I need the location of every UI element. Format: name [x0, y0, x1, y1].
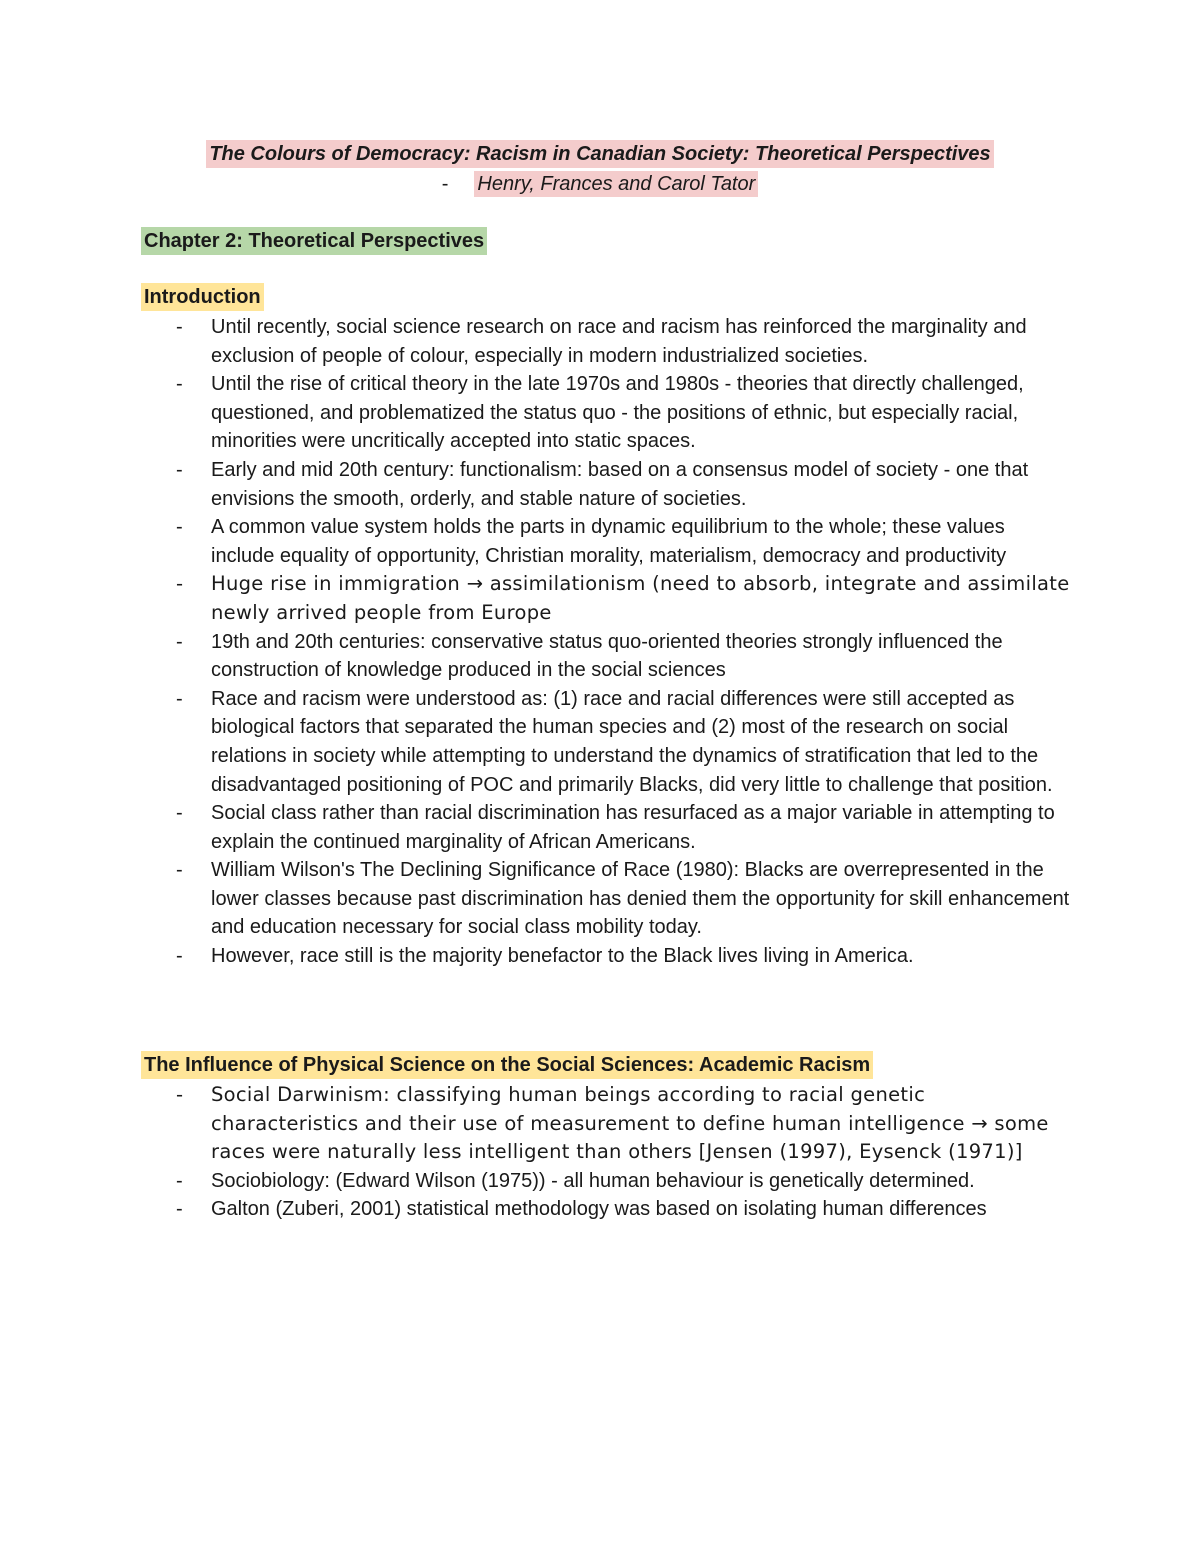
list-item [141, 799, 1071, 856]
list-item [141, 1195, 1071, 1224]
bullet-dash: - [176, 1198, 183, 1221]
bullet-dash: - [176, 802, 183, 825]
list-item [141, 685, 1071, 799]
chapter-heading: Chapter 2: Theoretical Perspectives [141, 227, 487, 255]
list-item-text: William Wilson's The Declining Significance of Race (1980): Blacks are overrepresented in the lower classes because past discrimination has denied them the opportunity for skill enhancement and education necessary for social class mobility today. [211, 859, 1070, 939]
section-heading: Introduction [141, 283, 264, 311]
list-item-text: Huge rise in immigration → assimilationism (need to absorb, integrate and assimilate newly arrived people from Europe [211, 572, 1070, 624]
bullet-dash: - [176, 516, 183, 539]
bullet-list [141, 1081, 1071, 1224]
list-item-text: Early and mid 20th century: functionalism: based on a consensus model of society - one that envisions the smooth, orderly, and stable nature of societies. [211, 458, 1029, 510]
list-item-text: 19th and 20th centuries: conservative status quo-oriented theories strongly influenced the construction of knowledge produced in the social sciences [211, 630, 1003, 682]
bullet-dash: - [176, 572, 184, 596]
list-item [141, 856, 1071, 942]
bullet-dash: - [176, 687, 183, 710]
list-item-text: Galton (Zuberi, 2001) statistical methodology was based on isolating human differences [211, 1198, 987, 1221]
list-item-text: However, race still is the majority benefactor to the Black lives living in America. [211, 945, 914, 968]
section-introduction [141, 283, 1071, 971]
author-dash: - [441, 173, 449, 195]
list-item [141, 628, 1071, 685]
bullet-dash: - [176, 458, 183, 481]
list-item-text: Until the rise of critical theory in the late 1970s and 1980s - theories that directly challenged, questioned, and problematized the status quo - the positions of ethnic, but especially racial, minorities were uncritically accepted into static spaces. [211, 373, 1024, 453]
document-title: The Colours of Democracy: Racism in Canadian Society: Theoretical Perspectives [206, 140, 993, 168]
list-item-text: Until recently, social science research on race and racism has reinforced the marginality and exclusion of people of colour, especially in modern industrialized societies. [211, 316, 1027, 367]
section-heading: The Influence of Physical Science on the Social Sciences: Academic Racism [141, 1051, 873, 1079]
list-item [141, 456, 1071, 513]
list-item-text: Social class rather than racial discrimination has resurfaced as a major variable in attempting to explain the continued marginality of African Americans. [211, 802, 1055, 853]
list-item [141, 513, 1071, 570]
author-line [0, 171, 1200, 197]
bullet-dash: - [176, 373, 183, 396]
title-block [0, 140, 1200, 197]
list-item [141, 370, 1071, 456]
bullet-dash: - [176, 1083, 184, 1106]
list-item-text: Social Darwinism: classifying human beings according to racial genetic characteristics and their use of measurement to define human intelligence → some races were naturally less intelligent than others [Jensen (1997), Eysenck (1971)] [211, 1083, 1049, 1164]
list-item-text: Sociobiology: (Edward Wilson (1975)) - all human behaviour is genetically determined. [211, 1169, 975, 1192]
bullet-dash: - [176, 1169, 183, 1192]
bullet-dash: - [176, 859, 183, 882]
section-academic-racism [141, 1051, 1071, 1224]
list-item [141, 1081, 1071, 1167]
list-item [141, 313, 1071, 370]
list-item [141, 570, 1071, 627]
bullet-list [141, 313, 1071, 971]
document-author: Henry, Frances and Carol Tator [474, 171, 758, 197]
list-item [141, 942, 1071, 971]
list-item-text: A common value system holds the parts in dynamic equilibrium to the whole; these values include equality of opportunity, Christian morality, materialism, democracy and productivity [211, 516, 1007, 567]
bullet-dash: - [176, 316, 183, 338]
list-item [141, 1167, 1071, 1196]
bullet-dash: - [176, 945, 183, 968]
bullet-dash: - [176, 630, 183, 653]
list-item-text: Race and racism were understood as: (1) race and racial differences were still accepted as biological factors that separated the human species and (2) most of the research on social relations in society while attempting to understand the dynamics of stratification that led to the disadvantaged positioning of POC and primarily Blacks, did very little to challenge that position. [211, 687, 1053, 796]
